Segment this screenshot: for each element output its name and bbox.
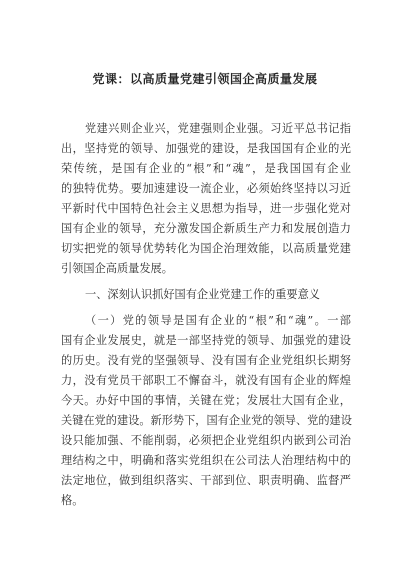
paragraph-2-line-2: 国有企业发展史，就是一部坚持党的领导、加强党的建设 (61, 334, 351, 347)
paragraph-2-line-1: （一）党的领导是国有企业的“根”和“魂”。一部 (85, 314, 351, 327)
section-1-heading: 一、深刻认识抓好国有企业党建工作的重要意义 (85, 288, 320, 301)
document-title: 党课：以高质量党建引领国企高质量发展 (92, 72, 318, 86)
paragraph-1-line-6: 国有企业的领导，充分激发国企新质生产力和发展创造力 (61, 222, 351, 235)
paragraph-2-line-4: 力，没有党员干部职工不懈奋斗，就没有国有企业的辉煌 (61, 374, 351, 387)
paragraph-1-line-2: 出，坚持党的领导、加强党的建设，是我国国有企业的光 (61, 142, 351, 155)
paragraph-1-line-4: 的独特优势。要加速建设一流企业，必须始终坚持以习近 (61, 182, 351, 195)
paragraph-1-line-3: 荣传统，是国有企业的“根”和“魂”，是我国国有企业 (61, 162, 351, 175)
paragraph-2-line-6: 关键在党的建设。新形势下，国有企业党的领导、党的建设 (61, 414, 352, 427)
paragraph-1-line-7: 切实把党的领导优势转化为国企治理效能，以高质量党建 (61, 242, 351, 255)
paragraph-1-line-5: 平新时代中国特色社会主义思想为指导，进一步强化党对 (61, 202, 351, 215)
paragraph-2-line-7: 设只能加强、不能削弱，必须把企业党组织内嵌到公司治 (61, 434, 351, 447)
paragraph-2-line-10: 格。 (61, 494, 84, 507)
paragraph-1-line-8: 引领国企高质量发展。 (61, 262, 173, 275)
paragraph-1-line-1: 党建兴则企业兴，党建强则企业强。习近平总书记指 (85, 122, 351, 135)
paragraph-2-line-9: 法定地位，做到组织落实、干部到位、职责明确、监督严 (61, 474, 351, 487)
paragraph-2-line-3: 的历史。没有党的坚强领导、没有国有企业党组织长期努 (61, 354, 351, 367)
paragraph-2-line-8: 理结构之中，明确和落实党组织在公司法人治理结构中的 (61, 454, 351, 467)
paragraph-2-line-5: 今天。办好中国的事情，关键在党；发展壮大国有企业， (61, 394, 351, 407)
